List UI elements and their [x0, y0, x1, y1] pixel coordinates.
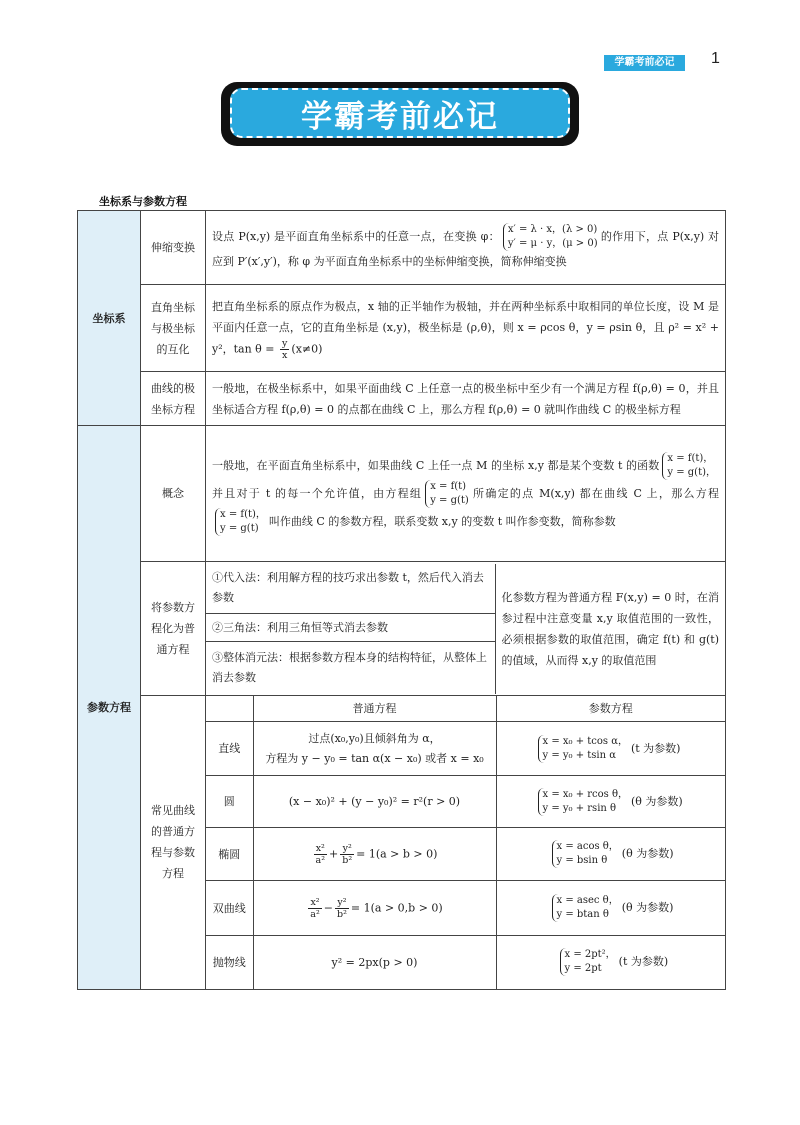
row-polar-equation [78, 372, 726, 426]
fraction-numerator: y [282, 337, 288, 349]
concept-text1: 一般地，在平面直角坐标系中，如果曲线 C 上任一点 M 的坐标 x,y 都是某个变数 t 的函数 [212, 458, 660, 472]
ellipse-frac-x-num: x² [314, 843, 327, 855]
method-substitution: ①代入法：利用解方程的技巧求出参数 t，然后代入消去参数 [206, 564, 495, 614]
curves-inner-table [206, 696, 725, 989]
hyperbola-frac-y [335, 897, 349, 920]
row-convert [78, 562, 726, 696]
scaling-sys-line2: y′ = μ · y，(μ > 0) [507, 238, 598, 249]
banner-title: 学霸考前必记 [301, 98, 499, 135]
curve-line-name: 直线 [206, 722, 253, 776]
curve-circle-name: 圆 [206, 776, 253, 828]
circle-param-note: (θ 为参数) [631, 794, 683, 808]
scaling-system [503, 223, 598, 251]
concept-sys2-line1: x = f(t) [430, 480, 467, 492]
content-concept [206, 426, 726, 562]
curve-hyperbola-general [253, 881, 496, 936]
curve-circle-general: (x − x₀)² + (y − y₀)² = r²(r > 0) [253, 776, 496, 828]
hyperbola-frac-x [308, 897, 321, 920]
concept-sys3-line2: y = g(t) [220, 522, 259, 534]
line-param-1: x = x₀ + tcos α， [542, 735, 628, 747]
category-parametric: 参数方程 [78, 426, 141, 990]
ellipse-frac-x-den: a² [315, 854, 326, 866]
section-title: 坐标系与参数方程 [99, 195, 187, 208]
curve-hyperbola-param [496, 881, 725, 936]
concept-text3: 所确定的点 M(x,y) 都在曲线 C 上，那么方程 [471, 486, 719, 500]
fraction-denominator: x [282, 349, 288, 361]
curve-parabola-param [496, 936, 725, 989]
hyperbola-param-system [552, 894, 619, 922]
hyperbola-frac-y-num: y² [335, 897, 349, 909]
page-number: 1 [711, 50, 720, 67]
hyperbola-param-1: x = asec θ， [556, 895, 619, 906]
conversion-fraction [280, 338, 289, 361]
method-elimination: ③整体消元法：根据参数方程本身的结构特征，从整体上消去参数 [206, 642, 495, 694]
parabola-param-1: x = 2pt²， [564, 949, 616, 961]
concept-sys3-line1: x = f(t)， [220, 508, 266, 520]
ellipse-param-1: x = acos θ， [556, 841, 619, 852]
concept-system-2 [425, 480, 469, 508]
concept-system-1 [662, 452, 716, 480]
label-concept: 概念 [141, 426, 206, 562]
line-general-1: 过点(x₀,y₀)且倾斜角为 α， [308, 731, 441, 745]
curve-parabola-name: 抛物线 [206, 936, 253, 989]
row-concept [78, 426, 726, 562]
curve-parabola-general: y² = 2px(p > 0) [253, 936, 496, 989]
category-coordinate-system: 坐标系 [78, 211, 141, 426]
title-banner [221, 82, 579, 146]
content-polar-equation: 一般地，在极坐标系中，如果平面曲线 C 上任意一点的极坐标中至少有一个满足方程 f(ρ,θ) = 0，并且坐标适合方程 f(ρ,θ) = 0 的点都在曲线 C 上，那么方程 f(ρ,θ) = 0 就叫作曲线 C 的极坐标方程 [206, 372, 726, 426]
concept-system-3 [215, 508, 266, 536]
curve-hyperbola-name: 双曲线 [206, 881, 253, 936]
scaling-text1: 设点 P(x,y) 是平面直角坐标系中的任意一点，在变换 φ： [212, 230, 500, 243]
hyperbola-frac-x-den: a² [310, 908, 320, 920]
convert-inner-table [206, 564, 725, 694]
conversion-text: 把直角坐标系的原点作为极点，x 轴的正半轴作为极轴，并在两种坐标系中取相同的单位长度，设 M 是平面内任意一点，它的直角坐标是 (x,y)，极坐标是 (ρ,θ)，则 x = ρcos θ，y = ρsin θ，且 ρ² = x² + y²，tan θ = [212, 299, 719, 355]
curves-head-param: 参数方程 [496, 696, 725, 722]
concept-text4: 叫作曲线 C 的参数方程，联系变数 x,y 的变数 t 叫作参变数，简称参数 [268, 514, 616, 528]
label-polar-equation: 曲线的极坐标方程 [141, 372, 206, 426]
method-trig: ②三角法：利用三角恒等式消去参数 [206, 614, 495, 642]
hyperbola-param-2: y = btan θ [556, 909, 609, 920]
ellipse-param-2: y = bsin θ [556, 855, 608, 866]
convert-note: 化参数方程为普通方程 F(x,y) = 0 时，在消参过程中注意变量 x,y 取值范围的一致性，必须根据参数的取值范围，确定 f(t) 和 g(t) 的值域，从而得 x,y 的取值范围 [495, 564, 725, 694]
parabola-param-system [560, 948, 616, 976]
curves-head-blank [206, 696, 253, 722]
header-badge: 学霸考前必记 [604, 55, 685, 71]
ellipse-operator: + [329, 847, 339, 860]
hyperbola-rest: = 1(a > 0,b > 0) [350, 901, 443, 914]
parabola-param-2: y = 2pt [564, 963, 602, 975]
concept-text2: 并且对于 t 的每一个允许值，由方程组 [212, 486, 423, 500]
line-param-2: y = y₀ + tsin α [542, 749, 617, 761]
curve-line-param [496, 722, 725, 776]
conversion-tail: (x≠0) [291, 342, 323, 355]
hyperbola-operator: − [323, 901, 333, 914]
ellipse-frac-x [314, 843, 327, 866]
row-scaling [78, 211, 726, 285]
ellipse-frac-y-num: y² [340, 843, 354, 855]
curve-ellipse-name: 椭圆 [206, 828, 253, 881]
parabola-param-note: (t 为参数) [618, 955, 669, 969]
curves-head-general: 普通方程 [253, 696, 496, 722]
line-param-note: (t 为参数) [630, 741, 681, 755]
ellipse-param-system [552, 840, 619, 868]
circle-param-1: x = x₀ + rcos θ， [542, 788, 628, 800]
curve-ellipse-general [253, 828, 496, 881]
scaling-sys-line1: x′ = λ · x，(λ > 0) [507, 224, 598, 235]
scaling-text2: 的作用下，点 P(x,y) 对应到 P′(x′,y′)，称 φ 为平面直角坐标系中的坐标伸缩变换，简称伸缩变换 [212, 230, 719, 268]
content-convert [206, 562, 726, 696]
content-conversion [206, 285, 726, 372]
concept-sys1-line2: y = g(t)， [667, 466, 716, 478]
line-general-2: 方程为 y − y₀ = tan α(x − x₀) 或者 x = x₀ [265, 751, 484, 765]
concept-sys1-line1: x = f(t)， [667, 452, 714, 464]
line-param-system [538, 735, 628, 763]
hyperbola-frac-x-num: x² [308, 897, 321, 909]
ellipse-param-note: (θ 为参数) [621, 847, 674, 860]
title-banner-inner [230, 88, 570, 138]
hyperbola-frac-y-den: b² [337, 908, 347, 920]
curve-ellipse-param [496, 828, 725, 881]
hyperbola-param-note: (θ 为参数) [621, 901, 674, 914]
label-scaling: 伸缩变换 [141, 211, 206, 285]
curve-line-general [253, 722, 496, 776]
label-conversion: 直角坐标与极坐标的互化 [141, 285, 206, 372]
ellipse-frac-y-den: b² [342, 854, 353, 866]
label-common-curves: 常见曲线的普通方程与参数方程 [141, 696, 206, 990]
ellipse-rest: = 1(a > b > 0) [356, 847, 438, 860]
circle-param-2: y = y₀ + rsin θ [542, 802, 617, 814]
summary-table [77, 210, 726, 990]
label-convert: 将参数方程化为普通方程 [141, 562, 206, 696]
ellipse-frac-y [340, 843, 354, 866]
row-conversion [78, 285, 726, 372]
circle-param-system [538, 788, 629, 816]
curve-circle-param [496, 776, 725, 828]
concept-sys2-line2: y = g(t) [430, 494, 469, 506]
content-scaling [206, 211, 726, 285]
row-common-curves [78, 696, 726, 990]
content-common-curves [206, 696, 726, 990]
